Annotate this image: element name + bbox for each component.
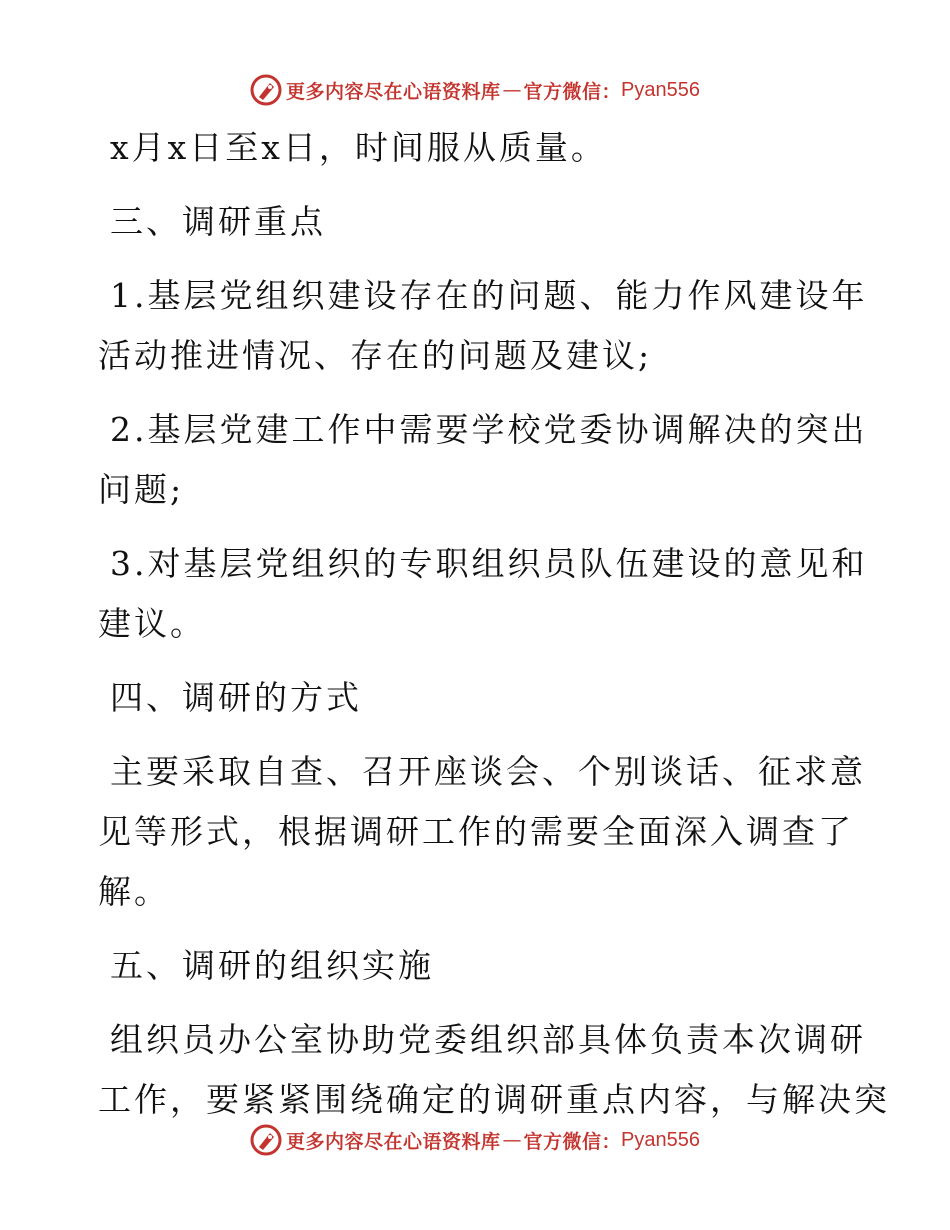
text-line: 四、调研的方式 xyxy=(110,678,362,717)
watermark-id: Pyan556 xyxy=(621,1128,700,1151)
watermark-text: 更多内容尽在心语资料库 xyxy=(286,80,501,103)
document-body xyxy=(98,118,890,1130)
text-line: 五、调研的组织实施 xyxy=(110,946,434,985)
text-line: 1.基层党组织建设存在的问题、能力作风建设年 xyxy=(110,276,868,315)
watermark-text: 更多内容尽在心语资料库 xyxy=(286,1130,501,1153)
watermark-contact: 官方微信： xyxy=(523,1130,622,1153)
heading-section-5 xyxy=(98,936,858,996)
list-item-1 xyxy=(98,266,868,386)
watermark-dash: — xyxy=(502,79,522,101)
watermark-banner-top xyxy=(0,70,950,110)
watermark-contact: 官方微信： xyxy=(523,80,622,103)
text-line: 见等形式，根据调研工作的需要全面深入调查了 xyxy=(98,812,854,851)
watermark-dash: — xyxy=(502,1129,522,1151)
heading-section-3 xyxy=(98,192,858,252)
text-line: 建议。 xyxy=(98,604,206,643)
watermark-id: Pyan556 xyxy=(621,78,700,101)
text-line: x月x日至x日，时间服从质量。 xyxy=(110,128,607,167)
text-line: 3.对基层党组织的专职组织员队伍建设的意见和 xyxy=(110,544,868,583)
paragraph-method xyxy=(98,742,866,922)
heading-section-4 xyxy=(98,668,858,728)
text-line: 解。 xyxy=(98,872,170,911)
paragraph-implementation xyxy=(98,1010,890,1130)
text-line: 三、调研重点 xyxy=(110,202,326,241)
text-line: 2.基层党建工作中需要学校党委协调解决的突出 xyxy=(110,410,868,449)
pen-logo-icon xyxy=(250,74,282,106)
list-item-2 xyxy=(98,400,868,520)
paragraph-date xyxy=(98,118,858,178)
watermark-banner-bottom xyxy=(0,1120,950,1160)
text-line: 问题; xyxy=(98,470,185,509)
text-line: 工作，要紧紧围绕确定的调研重点内容，与解决突 xyxy=(98,1080,890,1119)
pen-logo-icon xyxy=(250,1124,282,1156)
text-line: 活动推进情况、存在的问题及建议; xyxy=(98,336,653,375)
text-line: 主要采取自查、召开座谈会、个别谈话、征求意 xyxy=(110,752,866,791)
text-line: 组织员办公室协助党委组织部具体负责本次调研 xyxy=(110,1020,866,1059)
list-item-3 xyxy=(98,534,868,654)
